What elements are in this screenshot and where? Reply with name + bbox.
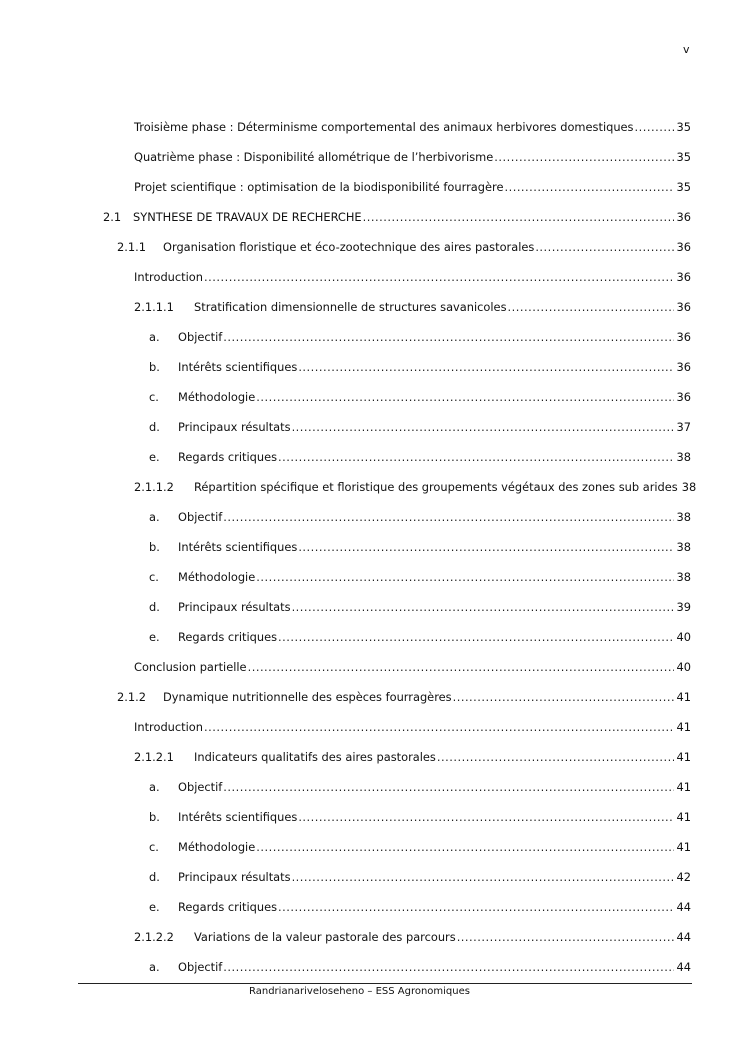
toc-item-entry[interactable] bbox=[0, 614, 745, 644]
footer-author: Randrianariveloseheno – ESS Agronomiques bbox=[249, 986, 470, 997]
toc-entry[interactable] bbox=[0, 254, 745, 284]
toc-entry-number: d. bbox=[149, 600, 160, 614]
toc-entry-page: 44 bbox=[676, 900, 691, 914]
toc-entry-number: e. bbox=[149, 450, 160, 464]
toc-entry[interactable] bbox=[0, 104, 745, 134]
toc-leader-dots bbox=[256, 570, 673, 584]
toc-leader-dots bbox=[494, 150, 673, 164]
page-number: v bbox=[683, 43, 690, 56]
toc-entry-number: 2.1.2 bbox=[117, 690, 146, 704]
toc-entry-title: Méthodologie bbox=[178, 390, 256, 404]
toc-section-entry[interactable] bbox=[0, 194, 745, 224]
toc-entry-title: Troisième phase : Déterminisme comportemental des animaux herbivores domestiques bbox=[134, 120, 634, 134]
toc-entry-title: Regards critiques bbox=[178, 450, 278, 464]
toc-entry-number: b. bbox=[149, 810, 160, 824]
toc-entry[interactable] bbox=[0, 164, 745, 194]
toc-item-entry[interactable] bbox=[0, 584, 745, 614]
toc-entry-title: Méthodologie bbox=[178, 570, 256, 584]
toc-entry-title: SYNTHESE DE TRAVAUX DE RECHERCHE bbox=[133, 210, 362, 224]
toc-leader-dots bbox=[256, 840, 673, 854]
toc-leader-dots bbox=[292, 600, 674, 614]
toc-leader-dots bbox=[278, 630, 673, 644]
toc-entry-title: Introduction bbox=[134, 720, 203, 734]
toc-entry-title: Regards critiques bbox=[178, 900, 278, 914]
toc-leader-dots bbox=[363, 210, 674, 224]
toc-entry-page: 44 bbox=[676, 930, 691, 944]
toc-item-entry[interactable] bbox=[0, 764, 745, 794]
toc-entry-page: 41 bbox=[676, 690, 691, 704]
toc-item-entry[interactable] bbox=[0, 554, 745, 584]
toc-entry-number: a. bbox=[149, 330, 160, 344]
toc-entry-page: 41 bbox=[676, 780, 691, 794]
toc-entry-title: Objectif bbox=[178, 780, 223, 794]
toc-entry-title: Intérêts scientifiques bbox=[178, 360, 298, 374]
toc-entry-page: 35 bbox=[676, 150, 691, 164]
toc-subsubsection-entry[interactable] bbox=[0, 284, 745, 314]
toc-entry-number: e. bbox=[149, 630, 160, 644]
toc-entry[interactable] bbox=[0, 644, 745, 674]
toc-item-entry[interactable] bbox=[0, 884, 745, 914]
toc-entry-page: 38 bbox=[676, 510, 691, 524]
toc-entry-title: Projet scientifique : optimisation de la biodisponibilité fourragère bbox=[134, 180, 504, 194]
toc-entry-number: c. bbox=[149, 570, 159, 584]
toc-entry-page: 41 bbox=[676, 840, 691, 854]
toc-entry-title: Objectif bbox=[178, 510, 223, 524]
toc-subsection-entry[interactable] bbox=[0, 674, 745, 704]
toc-entry-title: Objectif bbox=[178, 330, 223, 344]
toc-entry-title: Répartition spécifique et floristique des groupements végétaux des zones sub arides bbox=[194, 480, 678, 494]
toc-entry-number: d. bbox=[149, 870, 160, 884]
toc-leader-dots bbox=[457, 930, 674, 944]
toc-entry-page: 41 bbox=[676, 720, 691, 734]
page-footer bbox=[0, 985, 745, 999]
toc-entry-title: Principaux résultats bbox=[178, 420, 291, 434]
toc-entry-page: 44 bbox=[676, 960, 691, 974]
toc-entry-page: 39 bbox=[676, 600, 691, 614]
toc-item-entry[interactable] bbox=[0, 494, 745, 524]
toc-leader-dots bbox=[504, 180, 673, 194]
toc-entry-page: 36 bbox=[676, 300, 691, 314]
toc-leader-dots bbox=[223, 510, 673, 524]
toc-leader-dots bbox=[298, 540, 673, 554]
toc-entry-number: a. bbox=[149, 510, 160, 524]
toc-entry-number: b. bbox=[149, 360, 160, 374]
toc-entry-number: b. bbox=[149, 540, 160, 554]
toc-entry-number: 2.1.1 bbox=[117, 240, 146, 254]
toc-entry-number: 2.1.1.1 bbox=[134, 300, 174, 314]
toc-leader-dots bbox=[298, 360, 673, 374]
toc-entry-title: Conclusion partielle bbox=[134, 660, 247, 674]
toc-entry-page: 40 bbox=[676, 630, 691, 644]
footer-divider bbox=[78, 983, 692, 984]
toc-entry-page: 37 bbox=[676, 420, 691, 434]
toc-leader-dots bbox=[278, 900, 673, 914]
toc-entry-page: 36 bbox=[676, 240, 691, 254]
toc-leader-dots bbox=[223, 330, 673, 344]
toc-item-entry[interactable] bbox=[0, 404, 745, 434]
toc-entry-title: Variations de la valeur pastorale des parcours bbox=[194, 930, 456, 944]
toc-entry-page: 38 bbox=[676, 570, 691, 584]
toc-entry-page: 41 bbox=[676, 750, 691, 764]
toc-entry-title: Quatrième phase : Disponibilité allométrique de l’herbivorisme bbox=[134, 150, 494, 164]
toc-leader-dots bbox=[635, 120, 674, 134]
toc-leader-dots bbox=[223, 780, 673, 794]
toc-entry-number: 2.1.1.2 bbox=[134, 480, 174, 494]
toc-entry[interactable] bbox=[0, 134, 745, 164]
toc-item-entry[interactable] bbox=[0, 344, 745, 374]
toc-item-entry[interactable] bbox=[0, 824, 745, 854]
toc-entry-page: 36 bbox=[676, 360, 691, 374]
toc-entry-page: 35 bbox=[676, 120, 691, 134]
toc-leader-dots bbox=[204, 270, 674, 284]
toc-entry-page: 38 bbox=[676, 540, 691, 554]
toc-entry-title: Intérêts scientifiques bbox=[178, 540, 298, 554]
toc-item-entry[interactable] bbox=[0, 434, 745, 464]
toc-leader-dots bbox=[204, 720, 674, 734]
toc-leader-dots bbox=[453, 690, 674, 704]
toc-leader-dots bbox=[292, 870, 674, 884]
toc-entry-title: Stratification dimensionnelle de structures savanicoles bbox=[194, 300, 507, 314]
toc-entry-page: 42 bbox=[676, 870, 691, 884]
toc-entry-page: 36 bbox=[676, 210, 691, 224]
toc-leader-dots bbox=[292, 420, 674, 434]
toc-leader-dots bbox=[535, 240, 673, 254]
toc-entry-title: Introduction bbox=[134, 270, 203, 284]
toc-item-entry[interactable] bbox=[0, 524, 745, 554]
toc-entry-number: 2.1 bbox=[103, 210, 122, 224]
toc-entry-number: 2.1.2.1 bbox=[134, 750, 174, 764]
toc-entry-page: 36 bbox=[676, 390, 691, 404]
toc-leader-dots bbox=[437, 750, 674, 764]
toc-entry-number: c. bbox=[149, 390, 159, 404]
toc-entry-number: d. bbox=[149, 420, 160, 434]
toc-entry-page: 35 bbox=[676, 180, 691, 194]
toc-entry-title: Regards critiques bbox=[178, 630, 278, 644]
toc-entry-page: 36 bbox=[676, 330, 691, 344]
toc-entry-title: Principaux résultats bbox=[178, 600, 291, 614]
toc-leader-dots bbox=[278, 450, 673, 464]
toc-entry-number: 2.1.2.2 bbox=[134, 930, 174, 944]
toc-entry-number: a. bbox=[149, 780, 160, 794]
toc-entry-page: 40 bbox=[676, 660, 691, 674]
toc-entry[interactable] bbox=[0, 704, 745, 734]
toc-leader-dots bbox=[256, 390, 673, 404]
toc-subsection-entry[interactable] bbox=[0, 224, 745, 254]
toc-entry-title: Principaux résultats bbox=[178, 870, 291, 884]
toc-leader-dots bbox=[248, 660, 674, 674]
toc-leader-dots bbox=[223, 960, 673, 974]
toc-entry-title: Indicateurs qualitatifs des aires pastorales bbox=[194, 750, 436, 764]
toc-entry-title: Organisation floristique et éco-zootechnique des aires pastorales bbox=[163, 240, 535, 254]
toc-item-entry[interactable] bbox=[0, 854, 745, 884]
toc-entry-title: Intérêts scientifiques bbox=[178, 810, 298, 824]
toc-subsubsection-entry[interactable] bbox=[0, 464, 745, 494]
toc-subsubsection-entry[interactable] bbox=[0, 734, 745, 764]
toc-leader-dots bbox=[508, 300, 674, 314]
toc-entry-number: e. bbox=[149, 900, 160, 914]
toc-entry-number: c. bbox=[149, 840, 159, 854]
toc-entry-page: 36 bbox=[676, 270, 691, 284]
toc-subsubsection-entry[interactable] bbox=[0, 914, 745, 944]
toc-item-entry[interactable] bbox=[0, 314, 745, 344]
toc-item-entry[interactable] bbox=[0, 944, 745, 974]
toc-entry-title: Dynamique nutritionnelle des espèces fourragères bbox=[163, 690, 452, 704]
toc-entry-number: a. bbox=[149, 960, 160, 974]
toc-entry-page: 41 bbox=[676, 810, 691, 824]
toc-leader-dots bbox=[298, 810, 673, 824]
toc-entry-page: 38 bbox=[676, 450, 691, 464]
toc-item-entry[interactable] bbox=[0, 794, 745, 824]
toc-entry-title: Méthodologie bbox=[178, 840, 256, 854]
toc-entry-title: Objectif bbox=[178, 960, 223, 974]
table-of-contents bbox=[0, 104, 745, 974]
toc-entry-page: 38 bbox=[681, 480, 697, 494]
toc-item-entry[interactable] bbox=[0, 374, 745, 404]
